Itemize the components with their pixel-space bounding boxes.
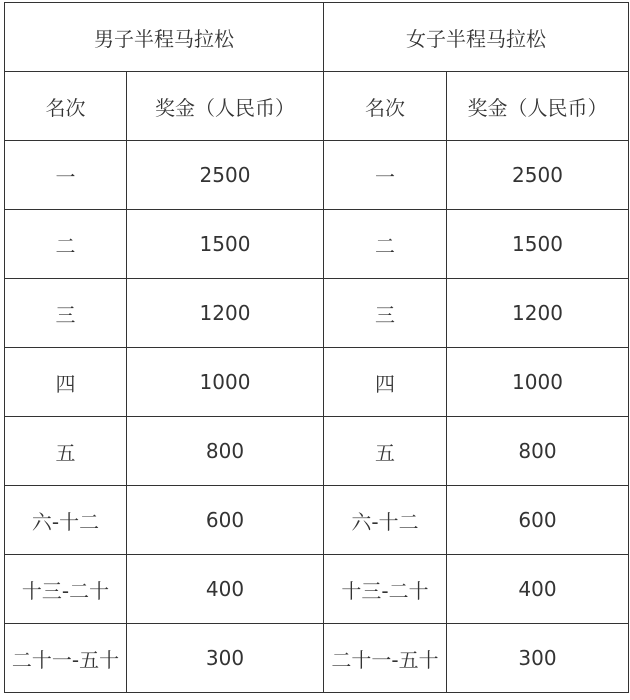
men-prize-cell: 800	[127, 417, 324, 486]
women-prize-cell: 1500	[447, 210, 629, 279]
prize-table	[4, 2, 629, 693]
women-rank-cell: 三	[324, 279, 447, 348]
women-rank-cell: 一	[324, 141, 447, 210]
men-prize-cell: 400	[127, 555, 324, 624]
table-row	[5, 486, 629, 555]
men-rank-cell: 二十一-五十	[5, 624, 127, 693]
men-rank-cell: 四	[5, 348, 127, 417]
table-row	[5, 279, 629, 348]
prize-table-body	[5, 3, 629, 693]
women-prize-cell: 400	[447, 555, 629, 624]
women-half-marathon-title: 女子半程马拉松	[324, 3, 629, 72]
women-rank-cell: 四	[324, 348, 447, 417]
table-row	[5, 417, 629, 486]
men-prize-cell: 600	[127, 486, 324, 555]
table-row	[5, 141, 629, 210]
women-prize-header: 奖金（人民币）	[447, 72, 629, 141]
women-rank-cell: 十三-二十	[324, 555, 447, 624]
men-prize-cell: 2500	[127, 141, 324, 210]
women-prize-cell: 1200	[447, 279, 629, 348]
women-prize-cell: 300	[447, 624, 629, 693]
men-prize-cell: 1500	[127, 210, 324, 279]
men-rank-header: 名次	[5, 72, 127, 141]
women-rank-cell: 二	[324, 210, 447, 279]
group-title-row	[5, 3, 629, 72]
men-prize-cell: 1200	[127, 279, 324, 348]
table-row	[5, 210, 629, 279]
men-rank-cell: 三	[5, 279, 127, 348]
column-header-row	[5, 72, 629, 141]
women-rank-cell: 六-十二	[324, 486, 447, 555]
men-rank-cell: 二	[5, 210, 127, 279]
men-half-marathon-title: 男子半程马拉松	[5, 3, 324, 72]
men-prize-cell: 300	[127, 624, 324, 693]
women-prize-cell: 2500	[447, 141, 629, 210]
men-rank-cell: 十三-二十	[5, 555, 127, 624]
table-row	[5, 624, 629, 693]
women-prize-cell: 800	[447, 417, 629, 486]
women-rank-cell: 二十一-五十	[324, 624, 447, 693]
table-row	[5, 555, 629, 624]
women-prize-cell: 1000	[447, 348, 629, 417]
men-rank-cell: 一	[5, 141, 127, 210]
women-rank-cell: 五	[324, 417, 447, 486]
men-rank-cell: 六-十二	[5, 486, 127, 555]
men-prize-header: 奖金（人民币）	[127, 72, 324, 141]
table-row	[5, 348, 629, 417]
men-prize-cell: 1000	[127, 348, 324, 417]
men-rank-cell: 五	[5, 417, 127, 486]
women-prize-cell: 600	[447, 486, 629, 555]
women-rank-header: 名次	[324, 72, 447, 141]
